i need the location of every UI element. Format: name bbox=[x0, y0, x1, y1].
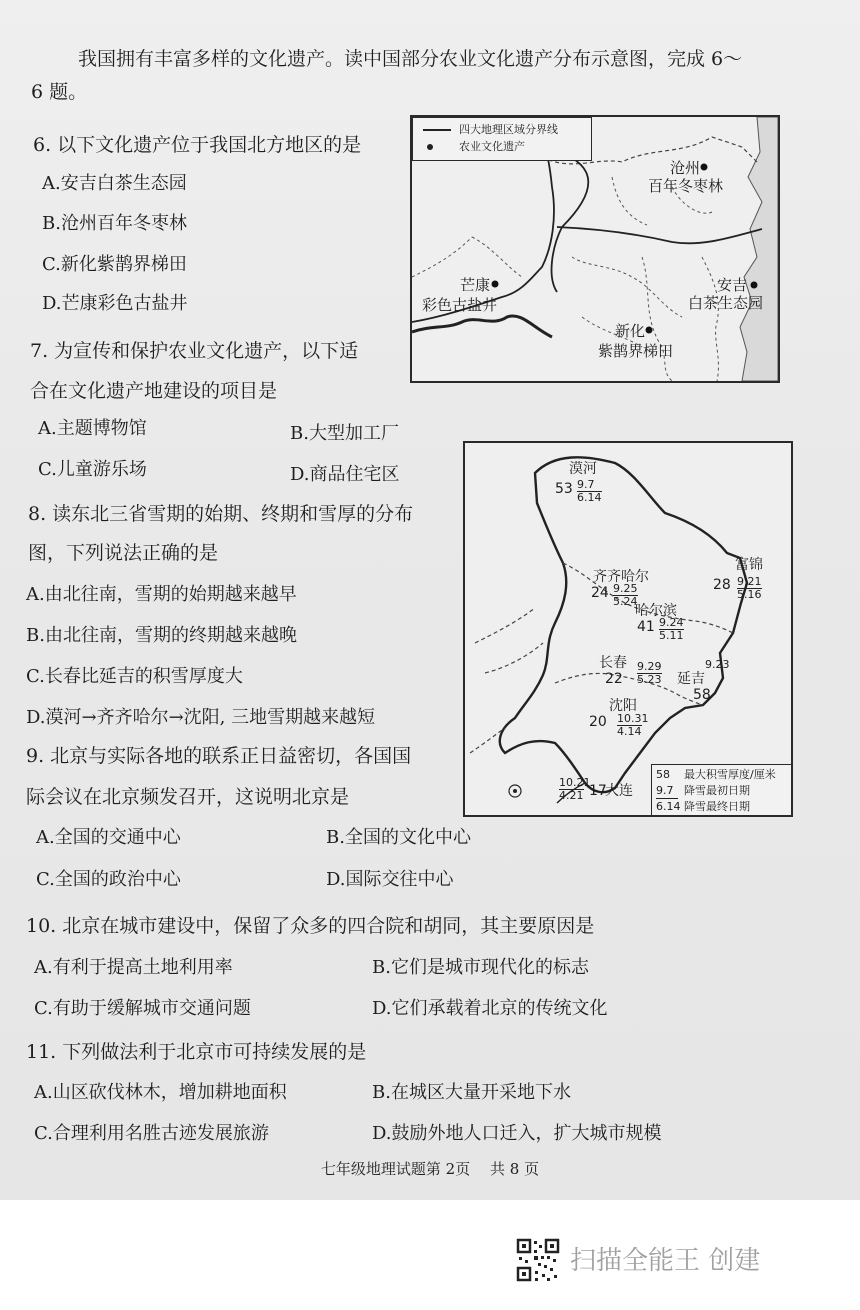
city-fujin-depth: 28 bbox=[713, 577, 731, 593]
heritage-map bbox=[410, 115, 780, 383]
city-dalian-depth: 17 bbox=[589, 783, 607, 799]
site-mangkang-desc: 彩色古盐井 bbox=[422, 296, 498, 314]
q7-option-b: B.大型加工厂 bbox=[290, 423, 399, 444]
q8-option-d: D.漠河→齐齐哈尔→沈阳, 三地雪期越来越短 bbox=[26, 707, 376, 728]
question-10: 10. 北京在城市建设中，保留了众多的四合院和胡同，其主要原因是 bbox=[26, 915, 595, 937]
scanner-watermark-text: 扫描全能王 创建 bbox=[570, 1246, 761, 1276]
legend-depth-key: 58 bbox=[656, 768, 670, 781]
city-yanji-start: 9.23 bbox=[705, 658, 730, 671]
q7-option-d: D.商品住宅区 bbox=[290, 464, 400, 485]
q11-option-a: A.山区砍伐林木，增加耕地面积 bbox=[34, 1082, 287, 1103]
question-7-line-2: 合在文化遗产地建设的项目是 bbox=[30, 380, 278, 402]
q6-option-a: A.安吉白茶生态园 bbox=[42, 173, 187, 194]
snow-map-drawing bbox=[465, 443, 791, 815]
city-qiqihar-end: 5.24 bbox=[613, 595, 638, 608]
legend-end-text: 降雪最终日期 bbox=[684, 800, 750, 813]
site-mangkang-name: 芒康 bbox=[460, 276, 491, 294]
city-qiqihar-depth: 24 bbox=[591, 585, 609, 601]
heritage-map-legend bbox=[412, 117, 592, 161]
question-8-line-2: 图，下列说法正确的是 bbox=[28, 542, 219, 564]
snow-map bbox=[463, 441, 793, 817]
city-yanji-depth: 58 bbox=[693, 687, 711, 703]
snow-map-legend bbox=[651, 764, 793, 817]
city-shenyang-end: 4.14 bbox=[617, 725, 642, 738]
q8-option-c: C.长春比延吉的积雪厚度大 bbox=[26, 666, 243, 687]
q10-option-c: C.有助于缓解城市交通问题 bbox=[34, 998, 251, 1019]
legend-fraction-bar bbox=[656, 798, 678, 799]
q11-option-d: D.鼓励外地人口迁入，扩大城市规模 bbox=[372, 1123, 662, 1144]
q6-option-d: D.芒康彩色古盐井 bbox=[42, 293, 188, 314]
city-harbin-start: 9.24 bbox=[659, 616, 684, 629]
legend-start-text: 降雪最初日期 bbox=[684, 784, 750, 797]
page-footer: 七年级地理试题第 2页 共 8 页 bbox=[320, 1160, 540, 1178]
city-fujin-end: 5.16 bbox=[737, 588, 762, 601]
city-harbin-depth: 41 bbox=[637, 619, 655, 635]
city-changchun-name: 长春 bbox=[599, 655, 627, 671]
q6-option-b: B.沧州百年冬枣林 bbox=[42, 213, 187, 234]
city-shenyang-depth: 20 bbox=[589, 714, 607, 730]
city-mohe-end: 6.14 bbox=[577, 491, 602, 504]
site-anji-desc: 白茶生态园 bbox=[688, 294, 764, 312]
city-qiqihar-start: 9.25 bbox=[613, 582, 638, 595]
city-harbin-end: 5.11 bbox=[659, 629, 684, 642]
legend-end-key: 6.14 bbox=[656, 800, 681, 813]
city-harbin-name: 哈尔滨 bbox=[635, 603, 677, 619]
city-changchun-start: 9.29 bbox=[637, 660, 662, 673]
question-7-line-1: 7. 为宣传和保护农业文化遗产，以下适 bbox=[30, 340, 359, 362]
legend-depth-text: 最大积雪厚度/厘米 bbox=[684, 768, 776, 781]
city-dalian-end: 4.21 bbox=[559, 789, 584, 802]
city-dalian-start: 10.21 bbox=[559, 776, 591, 789]
q9-option-d: D.国际交往中心 bbox=[326, 869, 454, 890]
q10-option-a: A.有利于提高土地利用率 bbox=[34, 957, 233, 978]
city-shenyang-start: 10.31 bbox=[617, 712, 649, 725]
site-cangzhou-name: 沧州 bbox=[670, 159, 701, 177]
legend-heritage-label: 农业文化遗产 bbox=[459, 140, 525, 153]
city-qiqihar-name: 齐齐哈尔 bbox=[593, 569, 649, 585]
question-8-line-1: 8. 读东北三省雪期的始期、终期和雪厚的分布 bbox=[28, 503, 414, 525]
city-mohe-depth: 53 bbox=[555, 481, 573, 497]
site-xinhua-name: 新化 bbox=[615, 322, 646, 340]
q7-option-c: C.儿童游乐场 bbox=[38, 459, 147, 480]
question-9-line-1: 9. 北京与实际各地的联系正日益密切，各国国 bbox=[26, 745, 412, 767]
city-changchun-depth: 22 bbox=[605, 671, 623, 687]
site-xinhua-desc: 紫鹊界梯田 bbox=[598, 342, 674, 360]
legend-start-key: 9.7 bbox=[656, 784, 674, 797]
site-anji-name: 安吉 bbox=[717, 276, 748, 294]
question-6: 6. 以下文化遗产位于我国北方地区的是 bbox=[33, 134, 362, 156]
q8-option-a: A.由北往南，雪期的始期越来越早 bbox=[26, 584, 297, 605]
q6-option-c: C.新化紫鹊界梯田 bbox=[42, 254, 187, 275]
legend-boundary-label: 四大地理区域分界线 bbox=[459, 123, 558, 136]
q9-option-c: C.全国的政治中心 bbox=[36, 869, 181, 890]
city-fujin-start: 9.21 bbox=[737, 575, 762, 588]
q10-option-d: D.它们承载着北京的传统文化 bbox=[372, 998, 608, 1019]
site-cangzhou-desc: 百年冬枣林 bbox=[648, 177, 724, 195]
q10-option-b: B.它们是城市现代化的标志 bbox=[372, 957, 589, 978]
city-changchun-end: 5.23 bbox=[637, 673, 662, 686]
city-mohe-start: 9.7 bbox=[577, 478, 595, 491]
city-shenyang-name: 沈阳 bbox=[609, 698, 637, 714]
question-11: 11. 下列做法利于北京市可持续发展的是 bbox=[26, 1041, 367, 1063]
intro-line-1: 我国拥有丰富多样的文化遗产。读中国部分农业文化遗产分布示意图，完成 6～ bbox=[78, 48, 743, 70]
city-fujin-name: 富锦 bbox=[735, 557, 763, 573]
question-9-line-2: 际会议在北京频发召开，这说明北京是 bbox=[26, 786, 350, 808]
q9-option-a: A.全国的交通中心 bbox=[36, 827, 181, 848]
city-dalian-name: 大连 bbox=[605, 783, 633, 799]
q8-option-b: B.由北往南，雪期的终期越来越晚 bbox=[26, 625, 297, 646]
q9-option-b: B.全国的文化中心 bbox=[326, 827, 471, 848]
city-yanji-name: 延吉 bbox=[677, 671, 705, 687]
city-mohe-name: 漠河 bbox=[569, 461, 597, 477]
qr-code-icon bbox=[516, 1238, 560, 1282]
q7-option-a: A.主题博物馆 bbox=[38, 418, 147, 439]
intro-line-2: 6 题。 bbox=[31, 81, 88, 103]
q11-option-c: C.合理利用名胜古迹发展旅游 bbox=[34, 1123, 269, 1144]
q11-option-b: B.在城区大量开采地下水 bbox=[372, 1082, 571, 1103]
